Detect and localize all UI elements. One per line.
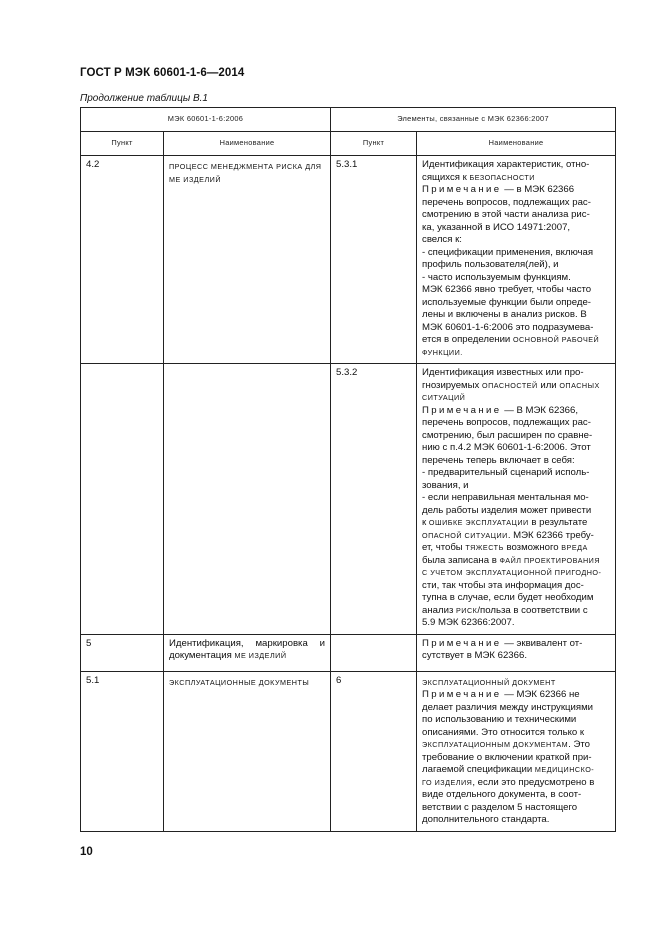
text-line: ГО ИЗДЕЛИЯ, если это предусмотрено в: [422, 776, 595, 788]
text-line: зования, и: [422, 479, 469, 491]
col-header-name-right: Наименование: [417, 132, 616, 156]
table-caption: Продолжение таблицы В.1: [80, 93, 208, 104]
cell-clause: 5.3.1: [331, 156, 417, 364]
text-line: смотрению, был расширен по сравне-: [422, 429, 593, 441]
text-line: СИТУАЦИЙ: [422, 393, 466, 402]
text-line: дополнительного стандарта.: [422, 814, 550, 825]
col-header-clause-right: Пункт: [331, 132, 417, 156]
text-line: - предварительный сценарий исполь-: [422, 467, 590, 478]
text-line: смотрению в этой части анализа рис-: [422, 209, 590, 220]
text-line: анализ РИСК/польза в соответствии с: [422, 604, 588, 616]
text-line: используемые функции были опреде-: [422, 296, 591, 308]
cell-title: [164, 364, 331, 635]
text-line: ОПАСНОЙ СИТУАЦИИ. МЭК 62366 требу-: [422, 529, 594, 541]
text-line: документация МЕ ИЗДЕЛИЙ: [169, 650, 287, 661]
cell-clause: 5.1: [81, 671, 164, 831]
text-line: перечень вопросов, подлежащих рас-: [422, 417, 591, 428]
col-header-clause-left: Пункт: [81, 132, 164, 156]
document-title: ГОСТ Р МЭК 60601-1-6—2014: [80, 67, 245, 79]
table-row: [81, 671, 616, 831]
text-line: лены и включены в анализ рисков. В: [422, 309, 587, 320]
text-line: ка, указанной в ИСО 14971:2007,: [422, 221, 571, 233]
table-row: [81, 156, 616, 364]
group-header-left: МЭК 60601-1-6:2006: [81, 108, 331, 132]
cell-title: ПРОЦЕСС МЕНЕДЖМЕНТА РИСКА ДЛЯ МЕ ИЗДЕЛИЙ: [164, 156, 331, 364]
text-line: ется в определении ОСНОВНОЙ РАБОЧЕЙ: [422, 334, 600, 345]
text-line: ет, чтобы ТЯЖЕСТЬ возможного ВРЕДА: [422, 542, 588, 553]
text-line: Идентификация характеристик, отно-: [422, 159, 590, 170]
cell-title: ЭКСПЛУАТАЦИОННЫЕ ДОКУМЕНТЫ: [164, 671, 331, 831]
text-line: к ОШИБКЕ ЭКСПЛУАТАЦИИ в результате: [422, 517, 588, 528]
text-line: перечень теперь включает в себя:: [422, 454, 575, 466]
cell-description: [417, 634, 616, 671]
cell-title: [164, 634, 331, 671]
text-line: была записана в ФАЙЛ ПРОЕКТИРОВАНИЯ: [422, 554, 601, 566]
page-number: 10: [80, 846, 93, 858]
text-line: МЭК 60601-1-6:2006 это подразумева-: [422, 321, 594, 333]
text-line: Идентификация, маркировка и: [169, 637, 326, 649]
note-line: Примечание — эквивалент от-: [422, 637, 583, 649]
cell-clause: 6: [331, 671, 417, 831]
group-header-row: [81, 108, 616, 132]
text-line: сящихся к БЕЗОПАСНОСТИ: [422, 171, 535, 183]
text-line: описаниями. Это относится только к: [422, 726, 585, 738]
text-line: ЭКСПЛУАТАЦИОННЫМ ДОКУМЕНТАМ. Это: [422, 739, 590, 750]
text-line: С УЧЕТОМ ЭКСПЛУАТАЦИОННОЙ ПРИГОДНО-: [422, 568, 602, 577]
text-line: 5.9 МЭК 62366:2007.: [422, 617, 515, 628]
text-line: требование о включении краткой при-: [422, 751, 592, 763]
text-line: ЭКСПЛУАТАЦИОННЫЙ ДОКУМЕНТ: [422, 677, 556, 687]
text-line: лагаемой спецификации МЕДИЦИНСКО-: [422, 764, 595, 775]
cell-clause: [331, 634, 417, 671]
cell-description: [417, 156, 616, 364]
text-line: тупна в случае, если будет необходим: [422, 592, 594, 603]
col-header-name-left: Наименование: [164, 132, 331, 156]
text-line: виде отдельного документа, в соот-: [422, 789, 582, 800]
note-line: Примечание — В МЭК 62366,: [422, 404, 579, 416]
text-line: МЭК 62366 явно требует, чтобы часто: [422, 284, 592, 295]
text-line: по использованию и техническими: [422, 714, 577, 725]
text-line: - спецификации применения, включая: [422, 246, 594, 258]
cell-clause: 5.3.2: [331, 364, 417, 635]
correspondence-table: [80, 107, 616, 832]
text-line: сутствует в МЭК 62366.: [422, 650, 527, 661]
cell-description: [417, 364, 616, 635]
text-line: Идентификация известных или про-: [422, 367, 584, 378]
text-line: свелся к:: [422, 234, 462, 245]
text-line: ветствии с разделом 5 настоящего: [422, 801, 578, 813]
text-line: гнозируемых ОПАСНОСТЕЙ или ОПАСНЫХ: [422, 379, 600, 391]
note-line: Примечание — в МЭК 62366: [422, 184, 575, 195]
cell-description: [417, 671, 616, 831]
table-row: [81, 364, 616, 635]
column-header-row: [81, 132, 616, 156]
text-line: профиль пользователя(лей), и: [422, 259, 559, 270]
text-line: - если неправильная ментальная мо-: [422, 492, 589, 503]
text-line: - часто используемым функциям.: [422, 271, 571, 283]
text-line: делает различия между инструкциями: [422, 701, 594, 713]
note-line: Примечание — МЭК 62366 не: [422, 689, 580, 700]
cell-clause: 5: [81, 634, 164, 671]
table-row: [81, 634, 616, 671]
text-line: сти, так чтобы эта информация дос-: [422, 579, 584, 591]
cell-clause: 4.2: [81, 156, 164, 364]
cell-clause: [81, 364, 164, 635]
group-header-right: Элементы, связанные с МЭК 62366:2007: [331, 108, 616, 132]
text-line: перечень вопросов, подлежащих рас-: [422, 196, 591, 208]
text-line: дель работы изделия может привести: [422, 504, 592, 516]
text-line: ФУНКЦИИ.: [422, 347, 463, 357]
text-line: нию с п.4.2 МЭК 60601-1-6:2006. Этот: [422, 442, 591, 453]
